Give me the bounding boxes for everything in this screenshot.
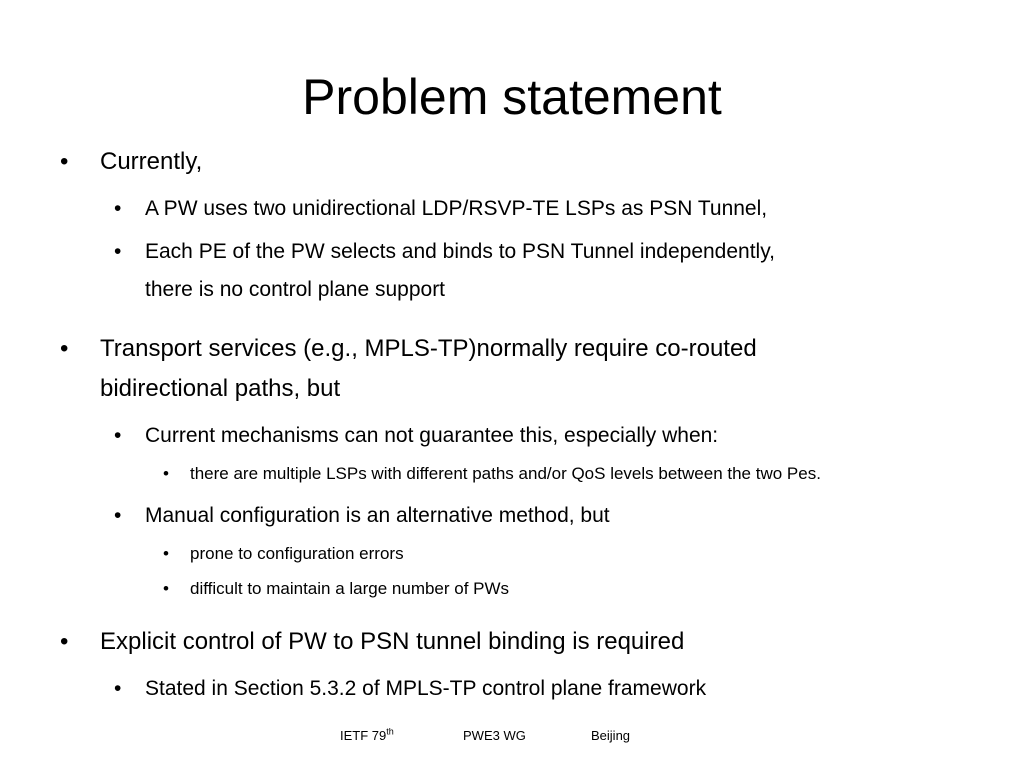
footer-meeting-superscript: th: [386, 726, 394, 737]
bullet-text-level2: Stated in Section 5.3.2 of MPLS-TP control plane framework: [145, 677, 707, 700]
bullet-text-level1: Currently,: [100, 148, 203, 175]
bullet-text-continuation: bidirectional paths, but: [100, 375, 341, 402]
bullet-icon: •: [60, 628, 69, 655]
bullet-icon: •: [114, 424, 122, 447]
slide-title: Problem statement: [302, 69, 722, 125]
bullet-text-level2: Current mechanisms can not guarantee this, especially when:: [145, 424, 719, 447]
bullet-text-level3: prone to configuration errors: [190, 544, 404, 563]
bullet-icon: •: [114, 240, 122, 263]
bullet-text-continuation: there is no control plane support: [145, 278, 446, 301]
bullet-icon: •: [114, 677, 122, 700]
footer-location: Beijing: [591, 728, 631, 743]
bullet-text-level2: Each PE of the PW selects and binds to PSN Tunnel independently,: [145, 240, 775, 263]
bullet-icon: •: [163, 579, 169, 598]
footer-meeting-text: IETF 79: [340, 728, 387, 743]
footer-meeting: [340, 726, 394, 746]
bullet-text-level2: Manual configuration is an alternative method, but: [145, 504, 610, 527]
bullet-text-level3: there are multiple LSPs with different paths and/or QoS levels between the two Pes.: [190, 464, 821, 483]
bullet-text-level2: A PW uses two unidirectional LDP/RSVP-TE LSPs as PSN Tunnel,: [145, 197, 768, 220]
bullet-text-level1: Explicit control of PW to PSN tunnel binding is required: [100, 628, 685, 655]
bullet-icon: •: [60, 335, 69, 362]
bullet-icon: •: [60, 148, 69, 175]
bullet-text-level1: Transport services (e.g., MPLS-TP)normally require co-routed: [100, 335, 757, 362]
bullet-icon: •: [114, 197, 122, 220]
bullet-icon: •: [114, 504, 122, 527]
bullet-icon: •: [163, 544, 169, 563]
footer-group: PWE3 WG: [463, 728, 526, 743]
bullet-text-level3: difficult to maintain a large number of PWs: [190, 579, 510, 598]
bullet-icon: •: [163, 464, 169, 483]
